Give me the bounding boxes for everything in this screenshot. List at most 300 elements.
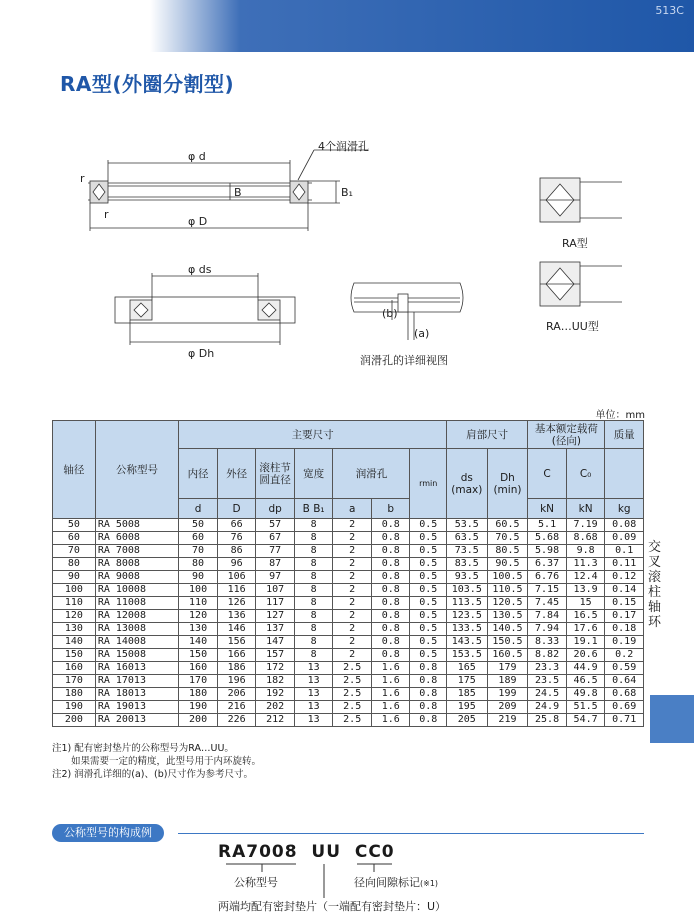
table-cell: 110 <box>53 597 96 610</box>
table-cell: 1.6 <box>371 688 410 701</box>
table-cell: 156 <box>217 636 256 649</box>
table-cell: 0.8 <box>371 597 410 610</box>
th-model: 公称型号 <box>95 421 178 519</box>
table-cell: 60 <box>53 532 96 545</box>
table-cell: 0.8 <box>410 675 446 688</box>
table-cell: RA 7008 <box>95 545 178 558</box>
table-cell: 0.8 <box>410 688 446 701</box>
table-cell: 0.15 <box>605 597 644 610</box>
table-row <box>53 519 644 532</box>
table-cell: 140 <box>179 636 218 649</box>
table-cell: 17.6 <box>566 623 605 636</box>
label-model: 公称型号 <box>234 876 278 889</box>
page-number: 513C <box>655 4 684 17</box>
table-cell: 76 <box>217 532 256 545</box>
table-cell: 185 <box>446 688 487 701</box>
table-cell: 113.5 <box>446 597 487 610</box>
th-ds: ds (max) <box>446 449 487 519</box>
table-cell: 0.59 <box>605 662 644 675</box>
table-cell: 117 <box>256 597 295 610</box>
table-cell: 0.18 <box>605 623 644 636</box>
table-cell: 0.5 <box>410 545 446 558</box>
label-seal: 两端均配有密封垫片（一端配有密封垫片：U） <box>218 900 447 913</box>
code-part-model: RA7008 <box>218 842 298 862</box>
table-cell: 67 <box>256 532 295 545</box>
table-cell: 2 <box>333 649 372 662</box>
th-C0: C₀ <box>566 449 605 499</box>
table-cell: 0.8 <box>371 571 410 584</box>
table-cell: 0.5 <box>410 623 446 636</box>
table-cell: 8.68 <box>566 532 605 545</box>
table-cell: 70 <box>53 545 96 558</box>
th-unit-C: kN <box>528 499 567 519</box>
table-row <box>53 584 644 597</box>
dim-D: φ D <box>188 215 208 228</box>
table-cell: 77 <box>256 545 295 558</box>
dim-d: φ d <box>188 150 206 163</box>
table-cell: 180 <box>53 688 96 701</box>
table-cell: 12.4 <box>566 571 605 584</box>
table-cell: 103.5 <box>446 584 487 597</box>
table-cell: 160.5 <box>487 649 528 662</box>
table-cell: 120.5 <box>487 597 528 610</box>
label-clearance: 径向间隙标记(※1) <box>354 876 439 889</box>
table-cell: 116 <box>217 584 256 597</box>
table-cell: 13 <box>294 688 333 701</box>
table-cell: RA 5008 <box>95 519 178 532</box>
table-cell: 2 <box>333 597 372 610</box>
th-unit-mass: kg <box>605 499 644 519</box>
table-cell: 166 <box>217 649 256 662</box>
th-sym-dp: dp <box>256 499 295 519</box>
table-cell: RA 20013 <box>95 714 178 727</box>
table-cell: RA 10008 <box>95 584 178 597</box>
table-cell: 0.5 <box>410 636 446 649</box>
table-cell: 199 <box>487 688 528 701</box>
table-cell: 147 <box>256 636 295 649</box>
table-cell: 7.15 <box>528 584 567 597</box>
table-cell: 130 <box>179 623 218 636</box>
composition-rule <box>178 833 644 834</box>
table-cell: 11.3 <box>566 558 605 571</box>
table-row <box>53 545 644 558</box>
table-cell: RA 16013 <box>95 662 178 675</box>
table-cell: 0.5 <box>410 519 446 532</box>
table-cell: 0.8 <box>371 610 410 623</box>
side-tab[interactable] <box>650 695 694 743</box>
table-cell: 0.11 <box>605 558 644 571</box>
table-cell: 140 <box>53 636 96 649</box>
table-cell: 90 <box>53 571 96 584</box>
table-cell: 80.5 <box>487 545 528 558</box>
table-cell: 195 <box>446 701 487 714</box>
table-cell: 0.19 <box>605 636 644 649</box>
table-cell: 106 <box>217 571 256 584</box>
note-1b: 如果需要一定的精度，此型号用于内环旋转。 <box>52 756 262 767</box>
table-cell: 190 <box>179 701 218 714</box>
table-cell: 51.5 <box>566 701 605 714</box>
table-cell: 0.5 <box>410 584 446 597</box>
table-cell: 0.8 <box>410 662 446 675</box>
dim-r-bottom: r <box>104 208 109 221</box>
table-cell: 107 <box>256 584 295 597</box>
th-unit-C0: kN <box>566 499 605 519</box>
table-row <box>53 662 644 675</box>
table-cell: 90 <box>179 571 218 584</box>
table-cell: 127 <box>256 610 295 623</box>
th-sym-a: a <box>333 499 372 519</box>
dim-B1: B₁ <box>341 186 353 199</box>
th-outer: 外径 <box>217 449 256 499</box>
th-pitch: 滚柱节圆直径 <box>256 449 295 499</box>
table-row <box>53 701 644 714</box>
table-cell: 96 <box>217 558 256 571</box>
th-load: 基本额定载荷(径向) <box>528 421 605 449</box>
code-part-clearance: CC0 <box>354 842 395 862</box>
table-cell: 0.8 <box>371 584 410 597</box>
table-row <box>53 675 644 688</box>
table-cell: 2.5 <box>333 688 372 701</box>
th-sym-b: b <box>371 499 410 519</box>
table-cell: 6.37 <box>528 558 567 571</box>
table-cell: 143.5 <box>446 636 487 649</box>
table-cell: 189 <box>487 675 528 688</box>
table-cell: 24.5 <box>528 688 567 701</box>
table-cell: 100 <box>179 584 218 597</box>
table-cell: 8 <box>294 584 333 597</box>
table-cell: 5.1 <box>528 519 567 532</box>
table-cell: 13 <box>294 714 333 727</box>
th-shoulder: 肩部尺寸 <box>446 421 527 449</box>
table-cell: 20.6 <box>566 649 605 662</box>
table-cell: 153.5 <box>446 649 487 662</box>
table-row <box>53 597 644 610</box>
table-cell: 0.1 <box>605 545 644 558</box>
table-cell: RA 9008 <box>95 571 178 584</box>
table-row <box>53 688 644 701</box>
dim-r-top: r <box>80 172 85 185</box>
table-cell: 219 <box>487 714 528 727</box>
table-cell: RA 13008 <box>95 623 178 636</box>
table-cell: 140.5 <box>487 623 528 636</box>
table-cell: 0.09 <box>605 532 644 545</box>
table-cell: 0.12 <box>605 571 644 584</box>
table-cell: RA 14008 <box>95 636 178 649</box>
table-cell: 60 <box>179 532 218 545</box>
table-cell: 0.5 <box>410 610 446 623</box>
table-cell: 150 <box>53 649 96 662</box>
table-cell: 2 <box>333 571 372 584</box>
table-cell: 97 <box>256 571 295 584</box>
th-mass-blank <box>605 449 644 499</box>
table-cell: 57 <box>256 519 295 532</box>
table-cell: 160 <box>53 662 96 675</box>
table-row <box>53 636 644 649</box>
table-row <box>53 571 644 584</box>
table-cell: 5.98 <box>528 545 567 558</box>
th-sym-D: D <box>217 499 256 519</box>
table-cell: 0.71 <box>605 714 644 727</box>
table-cell: 200 <box>179 714 218 727</box>
table-cell: 50 <box>53 519 96 532</box>
table-cell: 165 <box>446 662 487 675</box>
dim-b: (b) <box>382 307 398 320</box>
table-cell: 0.2 <box>605 649 644 662</box>
table-cell: 0.69 <box>605 701 644 714</box>
table-cell: 2.5 <box>333 714 372 727</box>
code-part-seal: UU <box>311 842 342 862</box>
table-cell: 16.5 <box>566 610 605 623</box>
table-cell: 150.5 <box>487 636 528 649</box>
table-cell: 175 <box>446 675 487 688</box>
page-title: RA型(外圈分割型) <box>60 72 235 96</box>
table-cell: 53.5 <box>446 519 487 532</box>
detail-caption: 润滑孔的详细视图 <box>360 354 448 367</box>
dim-B: B <box>234 186 242 199</box>
th-mass: 质量 <box>605 421 644 449</box>
table-cell: 190 <box>53 701 96 714</box>
table-cell: 80 <box>53 558 96 571</box>
table-cell: 212 <box>256 714 295 727</box>
table-cell: 196 <box>217 675 256 688</box>
table-cell: 15 <box>566 597 605 610</box>
table-cell: 0.14 <box>605 584 644 597</box>
table-cell: RA 18013 <box>95 688 178 701</box>
table-row <box>53 558 644 571</box>
table-cell: 7.19 <box>566 519 605 532</box>
table-cell: 192 <box>256 688 295 701</box>
table-cell: 170 <box>179 675 218 688</box>
lube-hole-label: 4个润滑孔 <box>318 140 369 153</box>
table-cell: 2.5 <box>333 701 372 714</box>
table-cell: 23.5 <box>528 675 567 688</box>
spec-table <box>52 420 644 727</box>
table-cell: 13 <box>294 662 333 675</box>
table-cell: 44.9 <box>566 662 605 675</box>
table-cell: 130 <box>53 623 96 636</box>
model-code <box>218 842 395 862</box>
label-clearance-note: (※1) <box>420 879 439 888</box>
table-cell: 8 <box>294 597 333 610</box>
table-cell: 110 <box>179 597 218 610</box>
th-sym-d: d <box>179 499 218 519</box>
table-cell: 7.84 <box>528 610 567 623</box>
table-cell: 66 <box>217 519 256 532</box>
table-cell: 73.5 <box>446 545 487 558</box>
table-cell: 60.5 <box>487 519 528 532</box>
table-cell: 110.5 <box>487 584 528 597</box>
table-cell: 205 <box>446 714 487 727</box>
table-row <box>53 649 644 662</box>
table-cell: 0.5 <box>410 597 446 610</box>
table-cell: 100 <box>53 584 96 597</box>
table-cell: 8 <box>294 571 333 584</box>
table-cell: 182 <box>256 675 295 688</box>
table-cell: 1.6 <box>371 675 410 688</box>
table-cell: 8 <box>294 636 333 649</box>
table-cell: 70.5 <box>487 532 528 545</box>
table-cell: 54.7 <box>566 714 605 727</box>
table-cell: 70 <box>179 545 218 558</box>
table-cell: 120 <box>179 610 218 623</box>
side-category-label: 交叉滚柱轴环 <box>648 540 662 630</box>
notes <box>52 742 261 781</box>
table-cell: 80 <box>179 558 218 571</box>
table-cell: 0.5 <box>410 558 446 571</box>
table-cell: 0.8 <box>371 623 410 636</box>
th-rmin: rmin <box>410 449 446 519</box>
table-cell: 7.94 <box>528 623 567 636</box>
composition-heading: 公称型号的构成例 <box>52 824 164 842</box>
table-cell: 9.8 <box>566 545 605 558</box>
table-cell: 2.5 <box>333 662 372 675</box>
table-cell: 2 <box>333 558 372 571</box>
table-cell: 2 <box>333 636 372 649</box>
table-cell: 2.5 <box>333 675 372 688</box>
dim-a: (a) <box>414 327 430 340</box>
table-cell: 1.6 <box>371 714 410 727</box>
table-cell: 63.5 <box>446 532 487 545</box>
table-cell: 8 <box>294 545 333 558</box>
table-row <box>53 610 644 623</box>
table-cell: 0.8 <box>371 649 410 662</box>
table-cell: 0.68 <box>605 688 644 701</box>
table-cell: 8 <box>294 649 333 662</box>
table-cell: 24.9 <box>528 701 567 714</box>
table-cell: 136 <box>217 610 256 623</box>
table-cell: RA 6008 <box>95 532 178 545</box>
table-cell: 209 <box>487 701 528 714</box>
table-cell: 19.1 <box>566 636 605 649</box>
table-cell: 2 <box>333 532 372 545</box>
table-cell: 2 <box>333 623 372 636</box>
table-cell: 100.5 <box>487 571 528 584</box>
table-cell: RA 19013 <box>95 701 178 714</box>
table-cell: 2 <box>333 545 372 558</box>
table-cell: 0.8 <box>410 701 446 714</box>
table-cell: 133.5 <box>446 623 487 636</box>
table-cell: 146 <box>217 623 256 636</box>
table-cell: 7.45 <box>528 597 567 610</box>
note-1: 注1) 配有密封垫片的公称型号为RA…UU。 <box>52 743 234 754</box>
table-cell: 50 <box>179 519 218 532</box>
table-cell: 90.5 <box>487 558 528 571</box>
table-cell: 23.3 <box>528 662 567 675</box>
table-cell: 130.5 <box>487 610 528 623</box>
th-sym-B: B B₁ <box>294 499 333 519</box>
th-shaft: 轴径 <box>53 421 96 519</box>
th-C: C <box>528 449 567 499</box>
table-cell: 0.5 <box>410 649 446 662</box>
table-cell: 123.5 <box>446 610 487 623</box>
table-cell: 8 <box>294 610 333 623</box>
table-cell: 2 <box>333 584 372 597</box>
table-cell: 172 <box>256 662 295 675</box>
table-cell: 0.08 <box>605 519 644 532</box>
table-cell: 1.6 <box>371 662 410 675</box>
table-cell: 179 <box>487 662 528 675</box>
table-cell: 0.8 <box>371 558 410 571</box>
table-row <box>53 532 644 545</box>
table-cell: 170 <box>53 675 96 688</box>
unit-label: 单位：mm <box>595 410 645 421</box>
table-cell: 206 <box>217 688 256 701</box>
table-cell: 0.64 <box>605 675 644 688</box>
table-cell: 0.8 <box>371 519 410 532</box>
dim-ds: φ ds <box>188 263 212 276</box>
table-cell: 13 <box>294 701 333 714</box>
table-cell: 200 <box>53 714 96 727</box>
table-cell: 8.82 <box>528 649 567 662</box>
table-cell: 226 <box>217 714 256 727</box>
table-cell: RA 8008 <box>95 558 178 571</box>
table-row <box>53 623 644 636</box>
table-cell: 157 <box>256 649 295 662</box>
table-cell: 0.5 <box>410 532 446 545</box>
table-cell: 0.8 <box>371 636 410 649</box>
table-cell: 13.9 <box>566 584 605 597</box>
table-cell: 0.5 <box>410 571 446 584</box>
th-main-dims: 主要尺寸 <box>179 421 447 449</box>
table-cell: 160 <box>179 662 218 675</box>
table-cell: 46.5 <box>566 675 605 688</box>
table-cell: 0.8 <box>371 532 410 545</box>
table-cell: 0.8 <box>371 545 410 558</box>
type-ra-label: RA型 <box>562 237 588 250</box>
type-ra-uu-label: RA…UU型 <box>546 320 599 333</box>
table-cell: 216 <box>217 701 256 714</box>
table-cell: 150 <box>179 649 218 662</box>
th-inner: 内径 <box>179 449 218 499</box>
table-cell: 0.17 <box>605 610 644 623</box>
table-cell: 13 <box>294 675 333 688</box>
table-cell: 8 <box>294 532 333 545</box>
table-cell: 137 <box>256 623 295 636</box>
table-cell: RA 11008 <box>95 597 178 610</box>
table-cell: 25.8 <box>528 714 567 727</box>
table-cell: RA 17013 <box>95 675 178 688</box>
note-2: 注2) 润滑孔详细的(a)、(b)尺寸作为参考尺寸。 <box>52 769 253 780</box>
table-cell: 120 <box>53 610 96 623</box>
table-cell: 1.6 <box>371 701 410 714</box>
table-cell: RA 12008 <box>95 610 178 623</box>
table-cell: 186 <box>217 662 256 675</box>
table-cell: 8 <box>294 623 333 636</box>
table-cell: 126 <box>217 597 256 610</box>
table-cell: 202 <box>256 701 295 714</box>
th-dh: Dh (min) <box>487 449 528 519</box>
table-cell: 8.33 <box>528 636 567 649</box>
table-cell: 8 <box>294 519 333 532</box>
table-cell: 6.76 <box>528 571 567 584</box>
table-cell: 180 <box>179 688 218 701</box>
table-cell: 5.68 <box>528 532 567 545</box>
table-cell: 49.8 <box>566 688 605 701</box>
table-cell: RA 15008 <box>95 649 178 662</box>
table-row <box>53 714 644 727</box>
dim-Dh: φ Dh <box>188 347 215 360</box>
table-cell: 0.8 <box>410 714 446 727</box>
th-width: 宽度 <box>294 449 333 499</box>
th-lube: 润滑孔 <box>333 449 410 499</box>
table-cell: 83.5 <box>446 558 487 571</box>
table-cell: 2 <box>333 610 372 623</box>
bearing-drawings <box>0 0 694 400</box>
table-cell: 93.5 <box>446 571 487 584</box>
table-cell: 87 <box>256 558 295 571</box>
table-cell: 86 <box>217 545 256 558</box>
table-cell: 8 <box>294 558 333 571</box>
